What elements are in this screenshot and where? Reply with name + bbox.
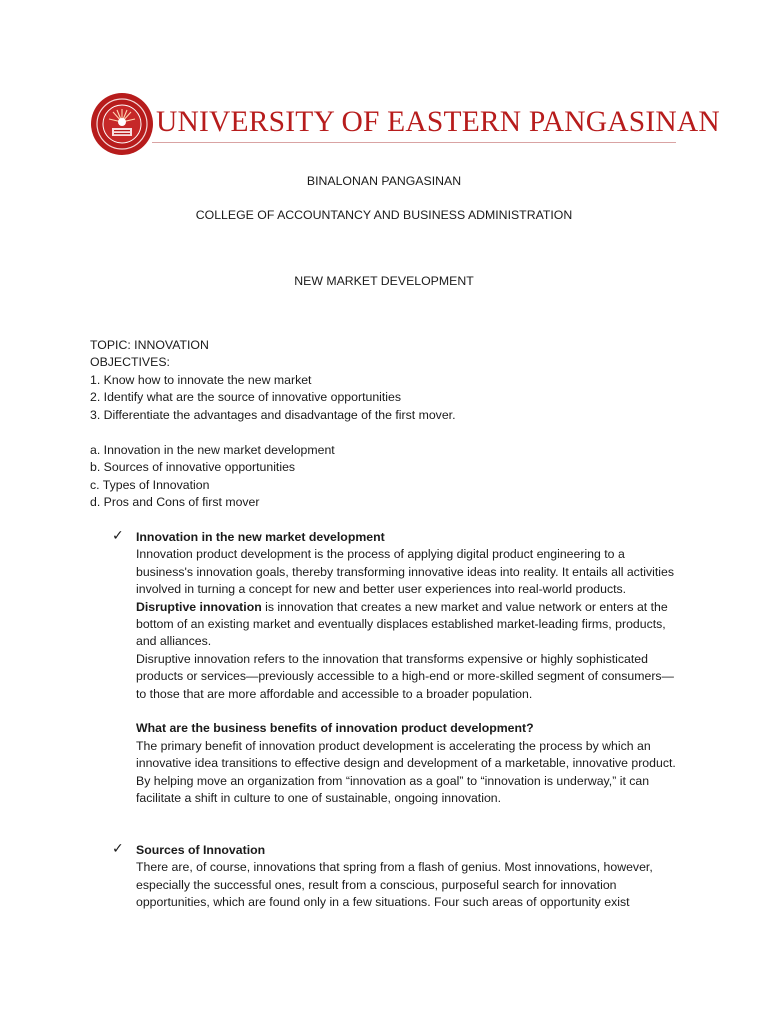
university-header <box>90 92 720 158</box>
section-innovation <box>90 529 690 807</box>
header-divider <box>152 142 676 143</box>
term-disruptive-innovation: Disruptive innovation <box>136 599 262 614</box>
paragraph: The primary benefit of innovation product development is accelerating the process by which an innovative idea transitions to effective design and development of a marketable, innovative product. By helping move an organization from “innovation as a goal” to “innovation is underway,” it can facilitate a shift in culture to one of sustainable, ongoing innovation. <box>136 738 676 806</box>
university-name: UNIVERSITY OF EASTERN PANGASINAN <box>156 106 720 138</box>
checkmark-icon: ✓ <box>112 841 124 857</box>
subheading: What are the business benefits of innovation product development? <box>136 721 534 736</box>
college-line: COLLEGE OF ACCOUNTANCY AND BUSINESS ADMINISTRATION <box>195 208 573 222</box>
paragraph-text: is innovation that creates a new market and value network or enters at the bottom of an existing market and eventually displaces established market-leading firms, products, and alliances. <box>136 599 668 649</box>
objective-item: 1. Know how to innovate the new market <box>90 372 312 387</box>
topic-line: TOPIC: INNOVATION <box>90 338 209 352</box>
objective-item: 3. Differentiate the advantages and disadvantage of the first mover. <box>90 407 456 422</box>
course-title: NEW MARKET DEVELOPMENT <box>294 274 474 288</box>
section-sources <box>90 842 690 912</box>
outline-item: a. Innovation in the new market development <box>90 443 335 457</box>
paragraph: Disruptive innovation refers to the innovation that transforms expensive or highly sophisticated products or services—previously accessible to a high-end or more-skilled segment of consumers—to those that are more affordable and accessible to a broader population. <box>136 651 674 701</box>
outline-block <box>90 442 335 512</box>
paragraph: Innovation product development is the process of applying digital product engineering to a business's innovation goals, thereby transforming innovative ideas into reality. It entails all activities involved in turning a concept for new and better user experiences into real-world products. <box>136 547 674 597</box>
spacer <box>136 703 676 720</box>
topic-block <box>90 337 456 424</box>
section-heading: Innovation in the new market development <box>136 530 385 544</box>
checkmark-icon: ✓ <box>112 528 124 544</box>
location-line: BINALONAN PANGASINAN <box>306 174 462 188</box>
paragraph <box>136 599 676 651</box>
outline-item: b. Sources of innovative opportunities <box>90 460 296 475</box>
objective-item: 2. Identify what are the source of innovative opportunities <box>90 390 402 405</box>
section-heading: Sources of Innovation <box>136 843 266 857</box>
objectives-label: OBJECTIVES: <box>90 355 170 370</box>
outline-item: d. Pros and Cons of first mover <box>90 495 260 510</box>
paragraph: There are, of course, innovations that spring from a flash of genius. Most innovations, however, especially the successful ones, result from a conscious, purposeful search for innovation opportunities, which are found only in a few situations. Four such areas of opportunity exist <box>136 860 653 910</box>
outline-item: c. Types of Innovation <box>90 477 210 492</box>
university-seal-icon <box>90 92 154 156</box>
